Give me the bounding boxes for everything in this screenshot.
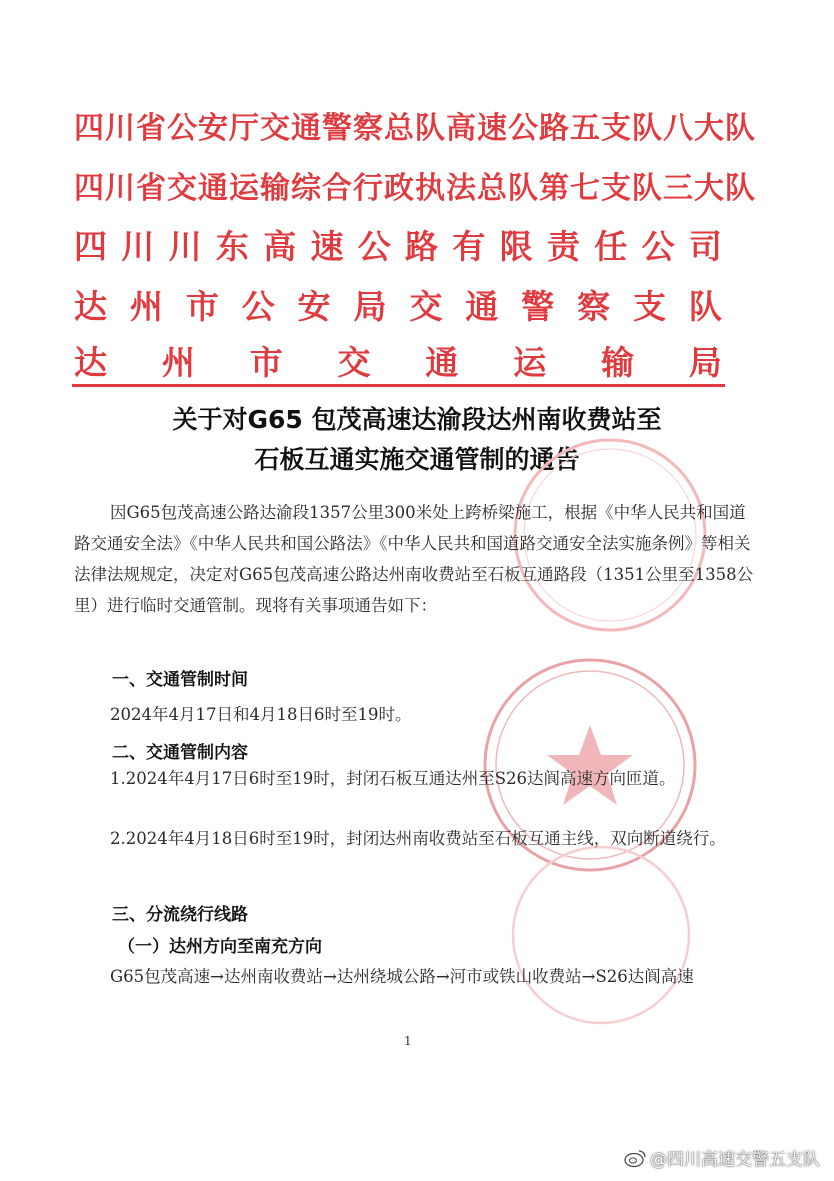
header-line-2: 四 川 省 交 通 运 输 综 合 行 政 执 法 总 队 第 七 支 队 三 大 队: [74, 171, 756, 206]
watermark-text: @四川高速交警五支队: [650, 1150, 820, 1170]
weibo-icon: [624, 1148, 646, 1168]
section-1-heading: 一、交通管制时间: [112, 670, 248, 690]
header-divider: [72, 384, 725, 387]
section-3-sub-1: （一）达州方向至南充方向: [118, 937, 322, 957]
section-3-route: G65包茂高速→达州南收费站→达州绕城公路→河市或铁山收费站→S26达阆高速: [110, 967, 694, 986]
header-line-5: 达 州 市 交 通 运 输 局: [74, 342, 722, 382]
official-seal-3: [496, 840, 706, 1030]
section-3-heading: 三、分流绕行线路: [112, 905, 248, 925]
page-number: 1: [404, 1034, 412, 1048]
notice-title-line-2: 石板互通实施交通管制的通告: [254, 445, 580, 474]
intro-paragraph: 因G65包茂高速公路达渝段1357公里300米处上跨桥梁施工，根据《中华人民共和国道路交通安全法》《中华人民共和国公路法》《中华人民共和国道路交通安全法实施条例》等相关法律法规规定，决定对G65包茂高速公路达州南收费站至石板互通路段（1351公里至1358公里）进行临时交通管制。现将有关事项通告如下：: [74, 503, 754, 615]
notice-title-line-1: 关于对G65 包茂高速达渝段达州南收费站至: [172, 405, 662, 434]
header-line-4: 达 州 市 公 安 局 交 通 警 察 支 队: [74, 286, 722, 326]
section-2-item-2: 2.2024年4月18日6时至19时，封闭达州南收费站至石板互通主线，双向断道绕行。: [110, 829, 726, 848]
section-2-item-1: 1.2024年4月17日6时至19时，封闭石板互通达州至S26达阆高速方向匝道。: [110, 769, 676, 788]
watermark: [624, 1145, 820, 1170]
header-line-1: 四 川 省 公 安 厅 交 通 警 察 总 队 高 速 公 路 五 支 队 八 大 队: [74, 111, 756, 146]
section-1-text: 2024年4月17日和4月18日6时至19时。: [110, 705, 412, 724]
header-line-3: 四 川 川 东 高 速 公 路 有 限 责 任 公 司: [74, 226, 722, 266]
section-2-heading: 二、交通管制内容: [112, 743, 248, 763]
